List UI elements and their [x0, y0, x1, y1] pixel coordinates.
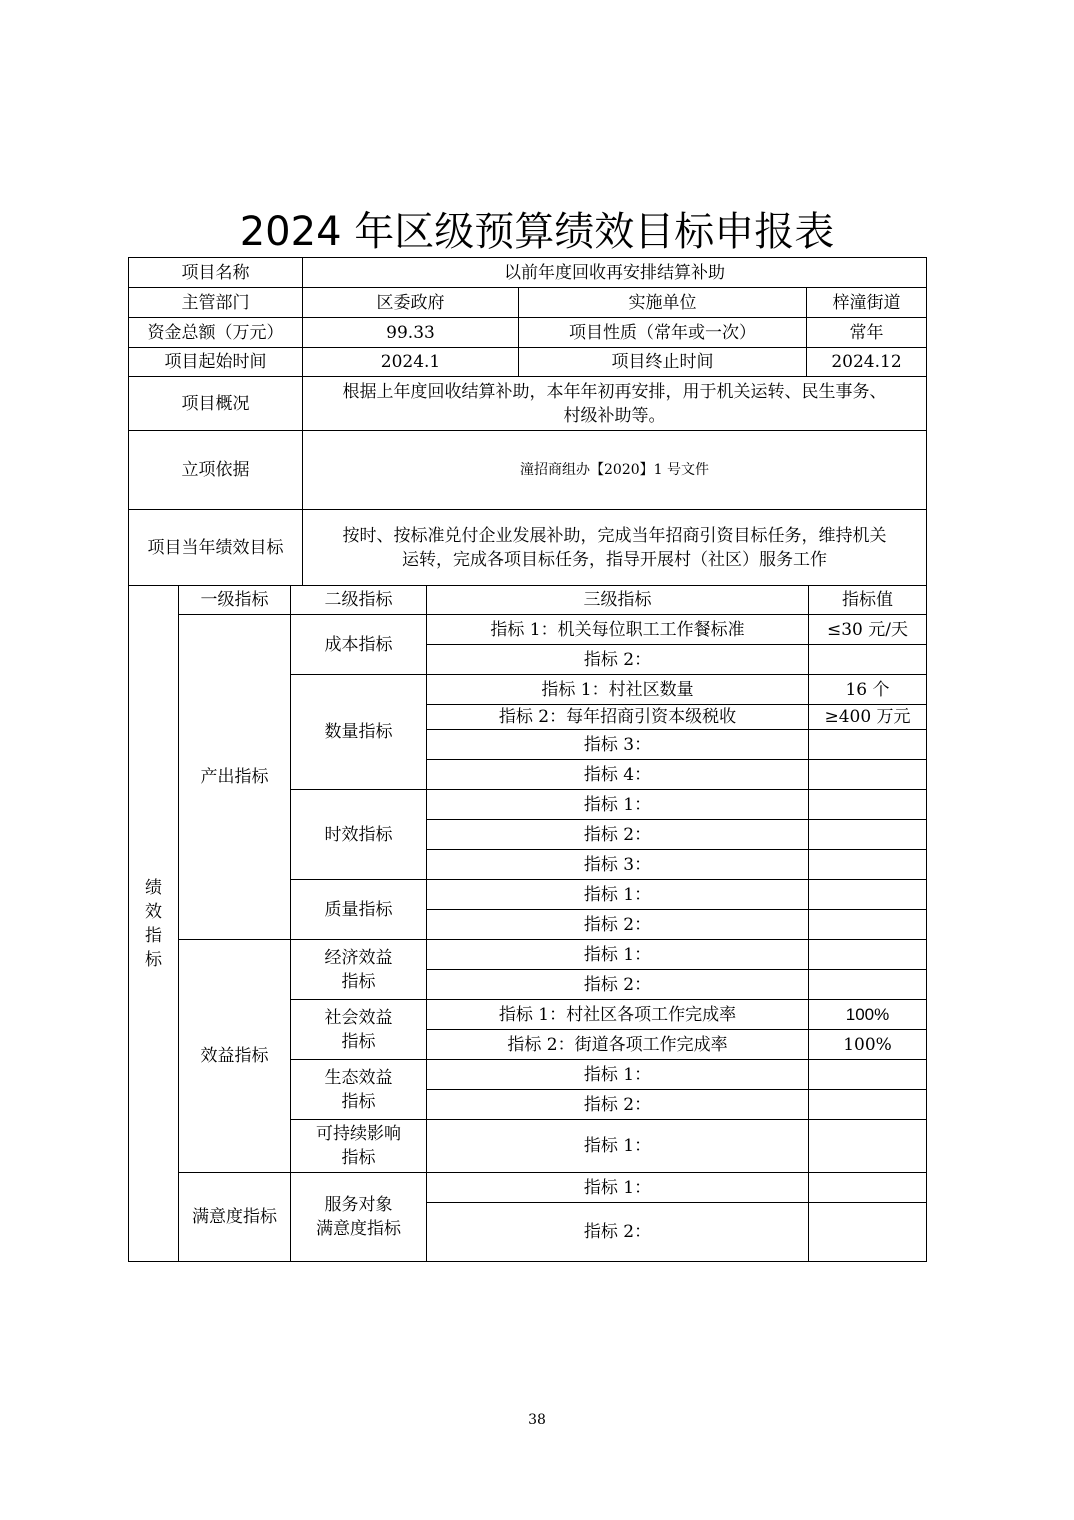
- row-project-name: [129, 258, 927, 288]
- row-goal: [129, 510, 927, 586]
- indicator-name: 指标 2：: [427, 910, 809, 940]
- goal-label: 项目当年绩效目标: [129, 510, 303, 586]
- basis-value: 潼招商组办【2020】1 号文件: [303, 431, 927, 510]
- indicator-name: 指标 4：: [427, 760, 809, 790]
- label-line: 生态效益: [324, 1067, 393, 1088]
- table-row: [129, 1173, 927, 1203]
- indicator-name: 指标 1：: [427, 940, 809, 970]
- indicator-name: 指标 1：机关每位职工工作餐标准: [427, 615, 809, 645]
- benefit-indicator-label: 效益指标: [179, 940, 291, 1173]
- indicator-value: [809, 790, 927, 820]
- label-line: 社会效益: [324, 1007, 393, 1028]
- indicator-value: [809, 1090, 927, 1120]
- indicator-name: 指标 2：: [427, 645, 809, 675]
- goal-line-1: 按时、按标准兑付企业发展补助，完成当年招商引资目标任务，维持机关: [342, 525, 887, 546]
- overview-line-2: 村级补助等。: [563, 405, 666, 426]
- indicator-name: 指标 1：: [427, 1173, 809, 1203]
- label-line: 服务对象: [324, 1195, 393, 1215]
- department-label: 主管部门: [129, 288, 303, 318]
- page-title: 2024 年区级预算绩效目标申报表: [239, 209, 835, 255]
- indicator-value: 100%: [809, 1000, 927, 1030]
- ecological-indicator-label: [291, 1060, 427, 1120]
- indicator-name: 指标 2：: [427, 820, 809, 850]
- start-time-value: 2024.1: [303, 348, 519, 377]
- indicator-value: 16 个: [809, 675, 927, 705]
- indicator-value: [809, 940, 927, 970]
- label-line: 指标: [341, 1148, 376, 1168]
- label-line: 满意度指标: [316, 1219, 401, 1239]
- label-line: 可持续影响: [316, 1124, 401, 1144]
- indicator-name: 指标 2：: [427, 1090, 809, 1120]
- indicator-value: [809, 760, 927, 790]
- indicator-value: [809, 645, 927, 675]
- end-time-value: 2024.12: [807, 348, 927, 377]
- social-indicator-label: [291, 1000, 427, 1060]
- overview-value: [303, 377, 927, 431]
- indicator-name: 指标 2：街道各项工作完成率: [427, 1030, 809, 1060]
- indicator-name: 指标 1：: [427, 1060, 809, 1090]
- side-char: 指: [145, 925, 162, 946]
- implementer-value: 梓潼街道: [807, 288, 927, 318]
- header-level1: 一级指标: [179, 586, 291, 615]
- label-line: 指标: [341, 1031, 376, 1052]
- row-department: [129, 288, 927, 318]
- header-value: 指标值: [809, 586, 927, 615]
- budget-form-table: [128, 257, 927, 1262]
- overview-label: 项目概况: [129, 377, 303, 431]
- service-indicator-label: [291, 1173, 427, 1262]
- page-number: 38: [528, 1412, 546, 1428]
- nature-value: 常年: [807, 318, 927, 348]
- project-name-value: 以前年度回收再安排结算补助: [303, 258, 927, 288]
- indicator-value: [809, 820, 927, 850]
- header-level2: 二级指标: [291, 586, 427, 615]
- indicator-value: ≤30 元/天: [809, 615, 927, 645]
- fund-label: 资金总额（万元）: [129, 318, 303, 348]
- indicator-name: 指标 2：: [427, 970, 809, 1000]
- indicator-value: [809, 910, 927, 940]
- side-char: 标: [145, 949, 162, 970]
- quality-indicator-label: 质量指标: [291, 880, 427, 940]
- satisfaction-indicator-label: 满意度指标: [179, 1173, 291, 1262]
- indicator-header-row: [129, 586, 927, 615]
- indicator-value: [809, 850, 927, 880]
- indicator-value: [809, 970, 927, 1000]
- row-dates: [129, 348, 927, 377]
- row-fund: [129, 318, 927, 348]
- start-time-label: 项目起始时间: [129, 348, 303, 377]
- indicator-name: 指标 1：: [427, 880, 809, 910]
- row-basis: [129, 431, 927, 510]
- project-name-label: 项目名称: [129, 258, 303, 288]
- end-time-label: 项目终止时间: [519, 348, 807, 377]
- nature-label: 项目性质（常年或一次）: [519, 318, 807, 348]
- indicator-name: 指标 3：: [427, 730, 809, 760]
- indicator-value: 100%: [809, 1030, 927, 1060]
- indicator-name: 指标 1：: [427, 790, 809, 820]
- quantity-indicator-label: 数量指标: [291, 675, 427, 790]
- side-char: 绩: [145, 877, 162, 898]
- goal-line-2: 运转，完成各项目标任务，指导开展村（社区）服务工作: [402, 549, 827, 570]
- economic-indicator-label: [291, 940, 427, 1000]
- indicator-name: 指标 3：: [427, 850, 809, 880]
- timeliness-indicator-label: 时效指标: [291, 790, 427, 880]
- indicator-name: 指标 1：村社区各项工作完成率: [427, 1000, 809, 1030]
- indicator-name: 指标 1：: [427, 1120, 809, 1173]
- table-row: [129, 615, 927, 645]
- indicator-value: [809, 730, 927, 760]
- indicator-value: [809, 1060, 927, 1090]
- output-indicator-label: 产出指标: [179, 615, 291, 940]
- indicator-name: 指标 2：: [427, 1203, 809, 1262]
- sustainable-indicator-label: [291, 1120, 427, 1173]
- indicator-value: [809, 1173, 927, 1203]
- indicator-value: [809, 1120, 927, 1173]
- fund-value: 99.33: [303, 318, 519, 348]
- indicator-name: 指标 2：每年招商引资本级税收: [427, 705, 809, 730]
- row-overview: [129, 377, 927, 431]
- goal-value: [303, 510, 927, 586]
- side-char: 效: [145, 901, 162, 922]
- basis-label: 立项依据: [129, 431, 303, 510]
- label-line: 指标: [341, 1091, 376, 1112]
- cost-indicator-label: 成本指标: [291, 615, 427, 675]
- header-level3: 三级指标: [427, 586, 809, 615]
- indicator-name: 指标 1：村社区数量: [427, 675, 809, 705]
- label-line: 经济效益: [324, 947, 393, 968]
- indicator-value: ≥400 万元: [809, 705, 927, 730]
- overview-line-1: 根据上年度回收结算补助，本年年初再安排，用于机关运转、民生事务、: [342, 381, 887, 402]
- implementer-label: 实施单位: [519, 288, 807, 318]
- indicator-value: [809, 880, 927, 910]
- table-row: [129, 940, 927, 970]
- label-line: 指标: [341, 971, 376, 992]
- department-value: 区委政府: [303, 288, 519, 318]
- performance-indicator-side-label: [129, 586, 179, 1262]
- indicator-value: [809, 1203, 927, 1262]
